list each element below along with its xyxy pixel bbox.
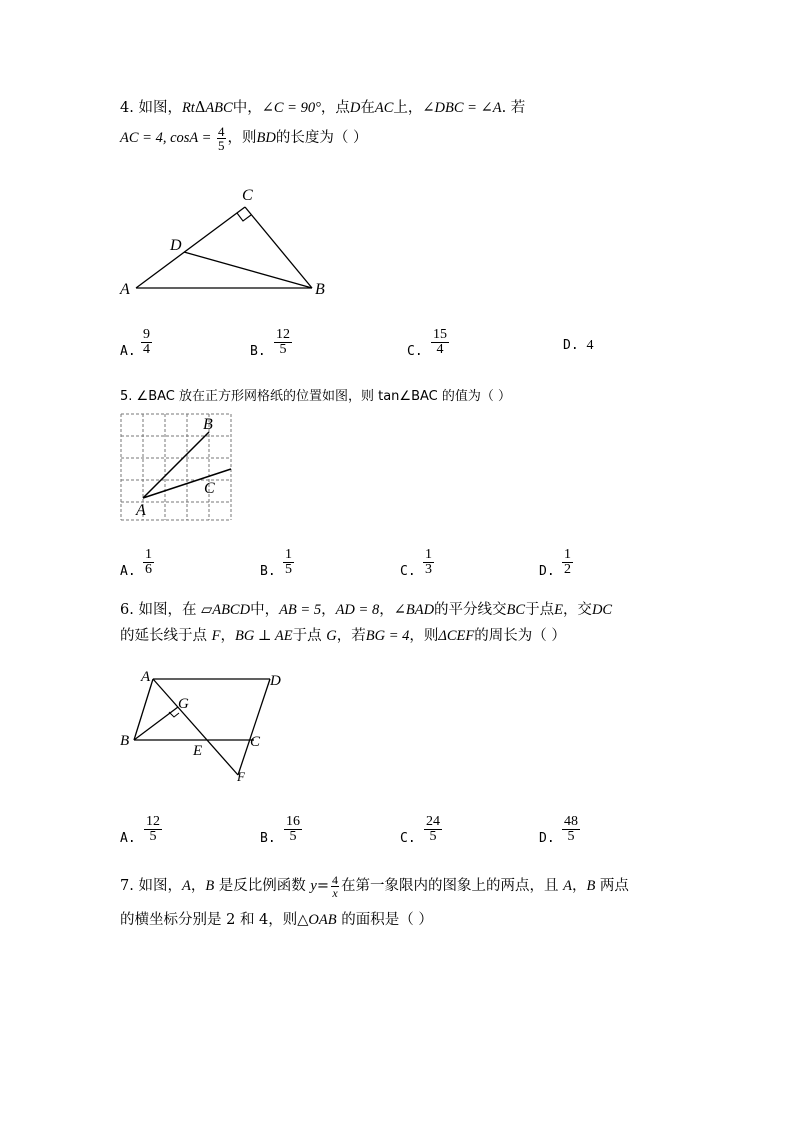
question-number: 6. 如图，在	[120, 602, 197, 618]
option-d-fraction[interactable]	[562, 548, 573, 577]
option-a-letter[interactable]: A.	[120, 831, 136, 846]
q7-stem-line1	[120, 872, 629, 900]
angle-condition: ∠DBC = ∠A	[422, 100, 502, 116]
point-label: A	[563, 878, 572, 894]
option-b-letter[interactable]: B.	[260, 564, 276, 579]
q4-stem-line1	[120, 98, 525, 118]
option-a-letter[interactable]: A.	[120, 344, 136, 359]
angle-condition: ∠C = 90°	[261, 100, 321, 116]
given-value: AB = 5	[279, 602, 322, 618]
text: ，	[220, 628, 235, 644]
function-variable: y	[310, 878, 317, 894]
numerator: 24	[426, 814, 440, 829]
option-value: 4	[586, 338, 594, 353]
text: ，	[321, 602, 336, 618]
text: ，若	[336, 628, 366, 644]
given-values: AC = 4, cosA =	[120, 130, 216, 146]
triangle-symbol: Δ	[194, 100, 206, 116]
option-c-letter[interactable]: C.	[400, 831, 416, 846]
equals-sign: =	[316, 878, 329, 894]
option-a-fraction[interactable]	[143, 548, 154, 577]
point-label: G	[326, 628, 337, 644]
text: ，	[190, 878, 206, 894]
denominator: 6	[145, 562, 152, 577]
label-e: E	[193, 743, 203, 759]
angle-label: ∠BAD	[393, 602, 435, 618]
label-b: B	[120, 733, 130, 749]
option-c-fraction[interactable]	[423, 548, 434, 577]
text: 中，	[232, 100, 262, 116]
point-label: A	[181, 878, 191, 894]
label-c: C	[204, 480, 215, 497]
option-d[interactable]	[563, 338, 593, 354]
perpendicular-condition: BG ⊥ AE	[234, 628, 293, 644]
label-d: D	[270, 673, 281, 689]
q4-triangle-figure	[110, 180, 340, 305]
question-number: 7. 如图，	[120, 878, 182, 894]
denominator: 3	[425, 562, 432, 577]
segment-label: DC	[591, 602, 613, 618]
numerator: 12	[276, 327, 290, 342]
point-label: F	[211, 628, 221, 644]
triangle-name: △OAB	[297, 912, 337, 928]
text: 于点	[525, 602, 555, 618]
text: ，则	[409, 628, 439, 644]
denominator: 5	[429, 829, 437, 844]
denominator: 2	[564, 562, 571, 577]
option-c-fraction[interactable]	[431, 328, 449, 357]
point-label: B	[586, 878, 596, 894]
option-b-fraction[interactable]	[283, 548, 294, 577]
q5-stem: 5. ∠BAC 放在正方形网格纸的位置如图，则 tan∠BAC 的值为（ ）	[120, 389, 511, 404]
numerator: 15	[433, 327, 447, 342]
text: . 若	[501, 100, 526, 116]
numerator: 1	[425, 547, 432, 562]
text: ，	[379, 602, 394, 618]
text: ，	[571, 878, 587, 894]
text: ，点	[320, 100, 350, 116]
q6-stem-line2	[120, 626, 566, 646]
numerator: 1	[564, 547, 571, 562]
point-label: E	[554, 602, 563, 618]
text: 于点	[292, 628, 327, 644]
denominator: 4	[143, 342, 150, 357]
text: 上，	[393, 100, 423, 116]
option-d-letter[interactable]: D.	[539, 831, 555, 846]
numerator: 48	[564, 814, 578, 829]
denominator: 4	[436, 342, 444, 357]
text: 在	[360, 100, 375, 116]
q4-stem-line2	[120, 124, 367, 152]
numerator: 12	[146, 814, 160, 829]
option-d-letter[interactable]: D.	[539, 564, 555, 579]
numerator: 16	[286, 814, 300, 829]
text: ，交	[562, 602, 592, 618]
option-letter: D.	[563, 338, 579, 353]
label-d: D	[170, 237, 182, 254]
option-c-letter[interactable]: C.	[407, 344, 423, 359]
segment-label: AC	[374, 100, 394, 116]
point-label: D	[349, 100, 361, 116]
numerator: 4	[218, 123, 225, 139]
text: 在第一象限内的图象上的两点，且	[340, 878, 564, 894]
label-f: F	[237, 769, 245, 784]
parallelogram-symbol: ▱	[201, 602, 213, 618]
label-c: C	[242, 187, 253, 204]
label-g: G	[178, 696, 189, 712]
option-b-fraction[interactable]	[274, 328, 292, 357]
option-a-fraction[interactable]	[144, 815, 162, 844]
option-b-letter[interactable]: B.	[250, 344, 266, 359]
q6-stem-line1	[120, 600, 612, 620]
text: 中，	[250, 602, 280, 618]
text: 的延长线于点	[120, 628, 212, 644]
option-b-letter[interactable]: B.	[260, 831, 276, 846]
option-d-fraction[interactable]	[562, 815, 580, 844]
denominator: 5	[149, 829, 157, 844]
label-b: B	[203, 416, 213, 433]
numerator: 9	[143, 327, 150, 342]
denominator: 5	[289, 829, 297, 844]
text: 的面积是（ ）	[336, 912, 433, 928]
numerator: 1	[145, 547, 152, 562]
text: 的横坐标分别是 2 和 4，则	[120, 912, 298, 928]
denominator: 5	[567, 829, 575, 844]
q7-stem-line2	[120, 910, 433, 930]
rt-text: Rt	[181, 100, 195, 116]
q6-parallelogram-figure	[110, 665, 300, 790]
text: 的周长为（ ）	[474, 628, 566, 644]
label-a: A	[120, 281, 130, 298]
text: 的长度为（ ）	[275, 130, 368, 146]
fraction	[217, 125, 226, 152]
label-b: B	[315, 281, 325, 298]
denominator: 5	[218, 137, 225, 153]
denominator: 5	[279, 342, 287, 357]
denominator: 5	[285, 562, 292, 577]
text: ，则	[227, 130, 257, 146]
denominator: x	[332, 885, 338, 900]
triangle-name: ABC	[205, 100, 233, 116]
numerator: 1	[285, 547, 292, 562]
label-a: A	[136, 502, 146, 519]
given-value: BG = 4	[365, 628, 410, 644]
shape-name: ABCD	[212, 602, 251, 618]
segment-label: BD	[256, 130, 276, 146]
label-a: A	[141, 669, 151, 685]
option-a-fraction[interactable]	[141, 328, 152, 357]
option-c-letter[interactable]: C.	[400, 564, 416, 579]
given-value: AD = 8	[335, 602, 380, 618]
q5-grid-figure	[112, 405, 242, 530]
question-number: 4. 如图，	[120, 100, 182, 116]
segment-label: BC	[506, 602, 526, 618]
text: 的平分线交	[434, 602, 507, 618]
label-c: C	[250, 734, 261, 750]
text: 两点	[595, 878, 629, 894]
option-b-fraction[interactable]	[284, 815, 302, 844]
text: 是反比例函数	[214, 878, 311, 894]
option-c-fraction[interactable]	[424, 815, 442, 844]
point-label: B	[205, 878, 215, 894]
fraction	[331, 874, 339, 899]
option-a-letter[interactable]: A.	[120, 564, 136, 579]
triangle-name: ΔCEF	[438, 628, 475, 644]
numerator: 4	[331, 872, 338, 887]
